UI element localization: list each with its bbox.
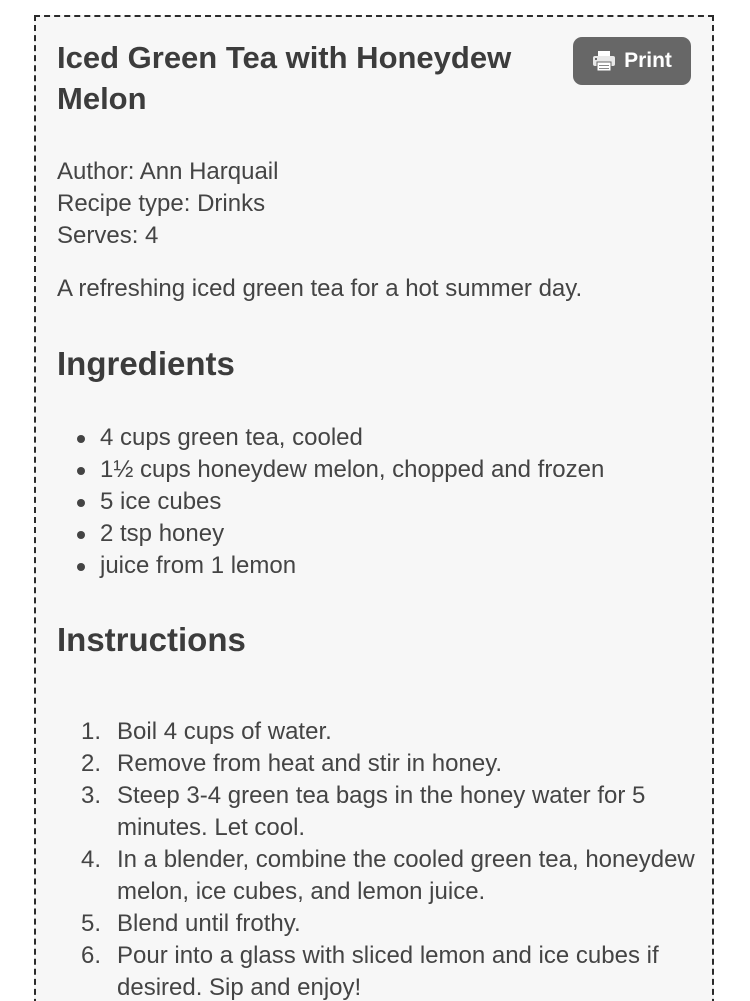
step-text: Boil 4 cups of water.	[117, 718, 332, 745]
ingredient-item	[57, 454, 604, 486]
bullet-icon	[77, 531, 85, 539]
step-number: 6.	[80, 942, 101, 969]
ingredient-text: 4 cups green tea, cooled	[100, 424, 363, 451]
bullet-icon	[77, 499, 85, 507]
step-text: Remove from heat and stir in honey.	[117, 750, 503, 777]
ingredient-item	[57, 422, 604, 454]
ingredient-item	[57, 486, 604, 518]
instruction-step	[57, 908, 697, 940]
bullet-icon	[77, 563, 85, 571]
instruction-step	[57, 844, 697, 908]
step-text: In a blender, combine the cooled green tea, honeydew melon, ice cubes, and lemon juice.	[117, 846, 695, 905]
ingredients-list	[57, 422, 604, 582]
print-button[interactable]	[573, 37, 691, 85]
step-number: 1.	[80, 718, 101, 745]
recipe-author: Author: Ann Harquail	[57, 158, 279, 185]
ingredient-item	[57, 550, 604, 582]
instruction-step	[57, 716, 697, 748]
ingredient-item	[57, 518, 604, 550]
instruction-step	[57, 748, 697, 780]
recipe-card	[34, 15, 714, 1001]
step-number: 2.	[80, 750, 101, 777]
bullet-icon	[77, 467, 85, 475]
instruction-step	[57, 780, 697, 844]
recipe-summary: A refreshing iced green tea for a hot summer day.	[57, 275, 583, 302]
instructions-heading: Instructions	[57, 621, 246, 658]
step-text: Pour into a glass with sliced lemon and ice cubes if desired. Sip and enjoy!	[117, 942, 659, 1001]
ingredient-text: juice from 1 lemon	[100, 552, 297, 579]
instructions-list	[57, 716, 697, 1001]
ingredient-text: 5 ice cubes	[100, 488, 222, 515]
recipe-title: Iced Green Tea with Honeydew Melon	[57, 40, 512, 116]
recipe-meta	[57, 156, 278, 252]
step-number: 3.	[80, 782, 101, 809]
recipe-type: Recipe type: Drinks	[57, 190, 266, 217]
bullet-icon	[77, 435, 85, 443]
ingredient-text: 2 tsp honey	[100, 520, 225, 547]
print-button-label: Print	[624, 49, 672, 72]
ingredients-heading: Ingredients	[57, 345, 235, 382]
step-number: 5.	[80, 910, 101, 937]
step-text: Steep 3-4 green tea bags in the honey water for 5 minutes. Let cool.	[117, 782, 646, 841]
ingredient-text: 1½ cups honeydew melon, chopped and frozen	[100, 456, 605, 483]
printer-icon	[592, 50, 616, 72]
recipe-serves: Serves: 4	[57, 222, 159, 249]
step-number: 4.	[80, 846, 101, 873]
instruction-step	[57, 940, 697, 1001]
step-text: Blend until frothy.	[117, 910, 301, 937]
